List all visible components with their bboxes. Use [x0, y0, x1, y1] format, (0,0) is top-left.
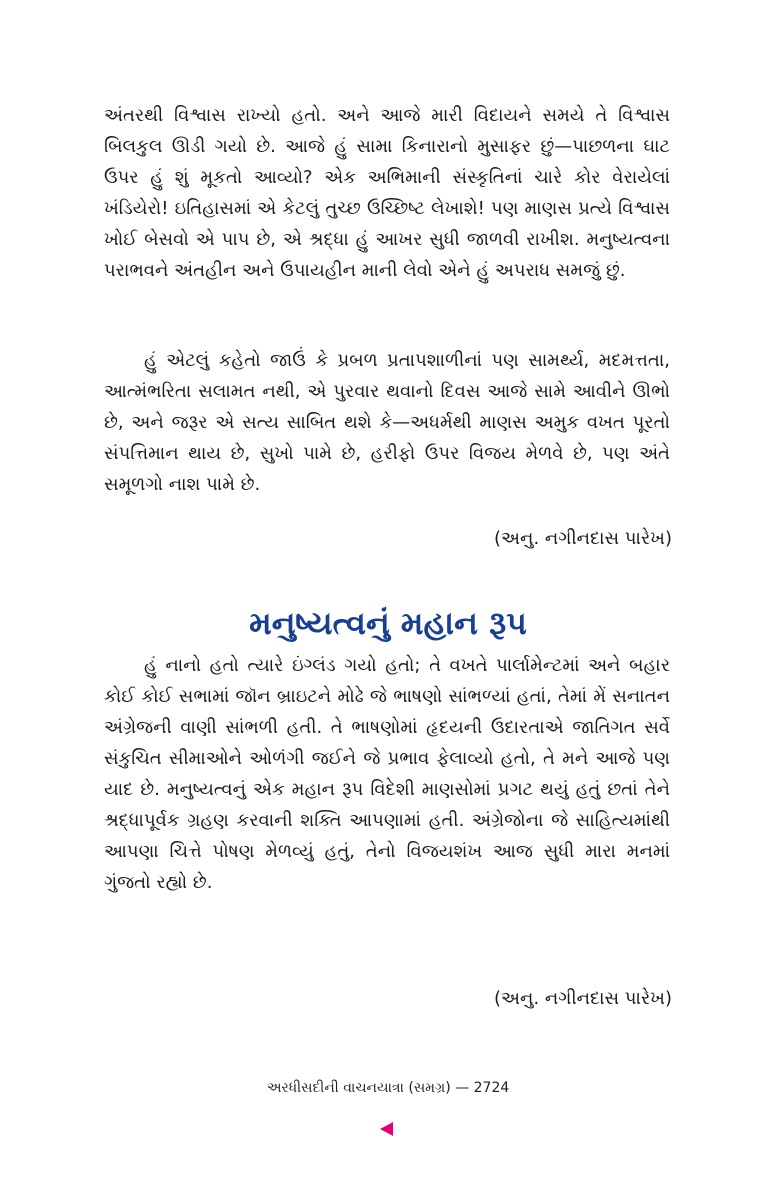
page-footer: અરધીસદીની વાચનયાત્રા (સમગ્ર) — 2724: [266, 1080, 510, 1096]
translator-attribution: (અનુ. નગીનદાસ પારેખ): [494, 988, 672, 1009]
body-paragraph: હું એટલું કહેતો જાઉં કે પ્રબળ પ્રતાપશાળીનાં પણ સામર્થ્ય, મદમત્તતા, આત્મંભરિતા સલામત નથી, એ પુરવાર થવાનો દિવસ આજે સામે આવીને ઊભો છે, અને જરૂર એ સત્ય સાબિત થશે કે—અધર્મથી માણસ અમુક વખત પૂરતો સંપત્તિમાન થાય છે, સુખો પામે છે, હરીફો ઉપર વિજય મેળવે છે, પણ અંતે સમૂળગો નાશ પામે છે.: [104, 350, 670, 495]
body-paragraph: અંતરથી વિશ્વાસ રાખ્યો હતો. અને આજે મારી વિદાયને સમયે તે વિશ્વાસ બિલકુલ ઊડી ગયો છે. આજે હું સામા કિનારાનો મુસાફર છું—પાછળના ઘાટ ઉપર હું શું મૂકતો આવ્યો? એક અભિમાની સંસ્કૃતિનાં ચારે કોર વેરાયેલાં ખંડિયેરો! ઇતિહાસમાં એ કેટલું તુચ્છ ઉચ્છિષ્ટ લેખાશે! પણ માણસ પ્રત્યે વિશ્વાસ ખોઈ બેસવો એ પાપ છે, એ શ્રદ્ધા હું આખર સુધી જાળવી રાખીશ. મનુષ્યત્વના પરાભવને અંતહીન અને ઉપાયહીન માની લેવો એને હું અપરાધ સમજું છું.: [104, 105, 670, 281]
body-paragraph: હું નાનો હતો ત્યારે ઇંગ્લંડ ગયો હતો; તે વખતે પાર્લામેન્ટમાં અને બહાર કોઈ કોઈ સભામાં જૉન બ્રાઇટને મોઢે જે ભાષણો સાંભળ્યાં હતાં, તેમાં મેં સનાતન અંગ્રેજની વાણી સાંભળી હતી. તે ભાષણોમાં હૃદયની ઉદારતાએ જાતિગત સર્વે સંકુચિત સીમાઓને ઓળંગી જઈને જે પ્રભાવ ફેલાવ્યો હતો, તે મને આજે પણ યાદ છે. મનુષ્યત્વનું એક મહાન રૂપ વિદેશી માણસોમાં પ્રગટ થયું હતું છતાં તેને શ્રદ્ધાપૂર્વક ગ્રહણ કરવાની શક્તિ આપણામાં હતી. અંગ્રેજોના જે સાહિત્યમાંથી આપણા ચિત્તે પોષણ મેળવ્યું હતું, તેનો વિજયશંખ આજ સુધી મારા મનમાં ગુંજતો રહ્યો છે.: [104, 655, 670, 893]
triangle-left-icon[interactable]: [380, 1122, 393, 1136]
translator-attribution: (અનુ. નગીનદાસ પારેખ): [494, 528, 672, 549]
section-heading: મનુષ્યત્વનું મહાન રૂપ: [249, 604, 527, 642]
